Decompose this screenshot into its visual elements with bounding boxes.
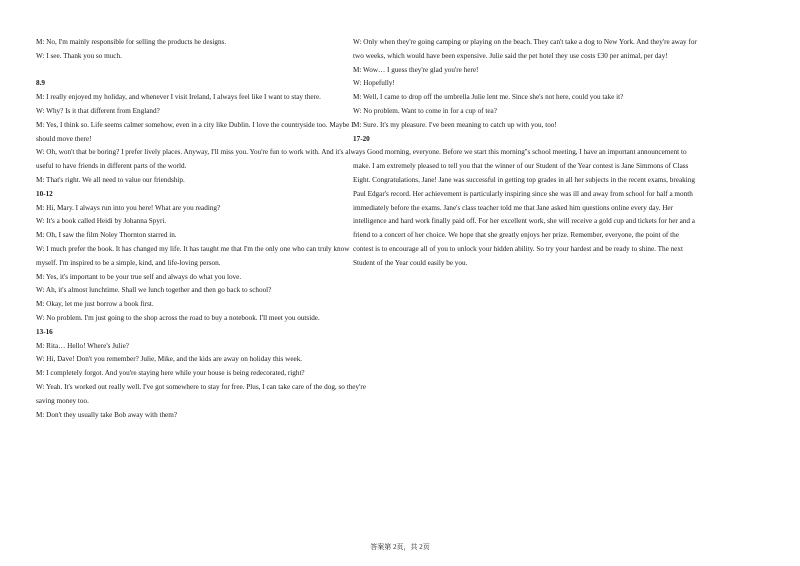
dialogue-line: M: Oh, I saw the film Noley Thornton starred in. — [36, 231, 177, 240]
dialogue-line: W: It's a book called Heidi by Johanna Spyri. — [36, 217, 167, 226]
dialogue-line: M: Rita… Hello! Where's Julie? — [36, 341, 129, 350]
section-heading: 13-16 — [36, 327, 53, 336]
dialogue-line: M: I completely forgot. And you're staying here while your house is being redecorated, right? — [36, 369, 305, 378]
dialogue-line: M: I really enjoyed my holiday, and whenever I visit Ireland, I always feel like I want to stay there. — [36, 93, 321, 102]
dialogue-line: W: Yeah. It's worked out really well. I've got somewhere to stay for free. Plus, I can take care of the dog, so they're saving money too. — [36, 382, 366, 405]
dialogue-line: W: I much prefer the book. It has changed my life. It has taught me that I'm the only one who can truly know myself. I'm inspired to be a simple, kind, and life-loving person. — [36, 244, 350, 267]
passage-paragraph: Good morning, everyone. Before we start this morning''s school meeting, I have an important announcement to make. I am extremely pleased to tell you that the winner of our Student of the Year contest is Jane Simmons of Class Eight. Congratulations, Jane! Jane was successful in getting top grades in all her subjects in the recent exams, breaking Paul Edgar's record. Her achievement is particularly inspiring since she was ill and away from school for half a month immediately before the exams. Jane's class teacher told me that Jane asked him questions online every day. Her intelligence and hard work finally paid off. For her excellent work, she will receive a gold cup and tickets for her and a friend to a concert of her choice. We hope that she greatly enjoys her prize. Remember, everyone, the point of the contest is to encourage all of you to unlock your hidden ability. So try your hardest and be ready to shine. The next Student of the Year could easily be you. — [353, 148, 695, 267]
dialogue-line: M: Sure. It's my pleasure. I've been meaning to catch up with you, too! — [353, 120, 557, 129]
dialogue-line: M: Well, I came to drop off the umbrella Julie lent me. Since she's not here, could you take it? — [353, 93, 624, 102]
section-heading: 8.9 — [36, 79, 45, 88]
dialogue-line: M: Don't they usually take Bob away with them? — [36, 410, 178, 419]
page-footer: 答案第 2页，共 2页 — [370, 543, 430, 551]
dialogue-line: W: Ah, it's almost lunchtime. Shall we lunch together and then go back to school? — [36, 286, 272, 295]
dialogue-line: W: Why? Is it that different from England? — [36, 106, 160, 115]
dialogue-line: M: Yes, I think so. Life seems calmer somehow, even in a city like Dublin. I love the countryside too. Maybe I should move there! — [36, 120, 354, 143]
spacer — [36, 64, 370, 78]
right-column — [353, 36, 697, 271]
section-heading: 17-20 — [353, 134, 370, 143]
left-column — [36, 36, 370, 422]
dialogue-line: W: Hopefully! — [353, 79, 395, 88]
dialogue-line: M: Wow… I guess they're glad you're here! — [353, 65, 479, 74]
dialogue-line: W: No problem. Want to come in for a cup of tea? — [353, 106, 497, 115]
dialogue-line: M: Hi, Mary. I always run into you here! What are you reading? — [36, 203, 221, 212]
section-heading: 10-12 — [36, 189, 53, 198]
dialogue-line: W: No problem. I'm just going to the shop across the road to buy a notebook. I'll meet you outside. — [36, 313, 320, 322]
dialogue-line: W: Oh, won't that be boring? I prefer lively places. Anyway, I'll miss you. You're fun to work with. And it's always useful to have friends in different parts of the world. — [36, 148, 366, 171]
dialogue-line: W: I see. Thank you so much. — [36, 51, 122, 60]
dialogue-line: M: That's right. We all need to value our friendship. — [36, 175, 185, 184]
dialogue-line: M: Okay, let me just borrow a book first. — [36, 300, 154, 309]
dialogue-line: M: No, I'm mainly responsible for selling the products he designs. — [36, 38, 227, 46]
dialogue-line: W: Hi, Dave! Don't you remember? Julie, Mike, and the kids are away on holiday this week. — [36, 355, 303, 364]
dialogue-line: M: Yes, it's important to be your true self and always do what you love. — [36, 272, 242, 281]
dialogue-line: W: Only when they're going camping or playing on the beach. They can't take a dog to New York. And they're away for two weeks, which would have been expensive. Julie said the pet hotel they use costs £30 per animal, per day! — [353, 38, 697, 60]
